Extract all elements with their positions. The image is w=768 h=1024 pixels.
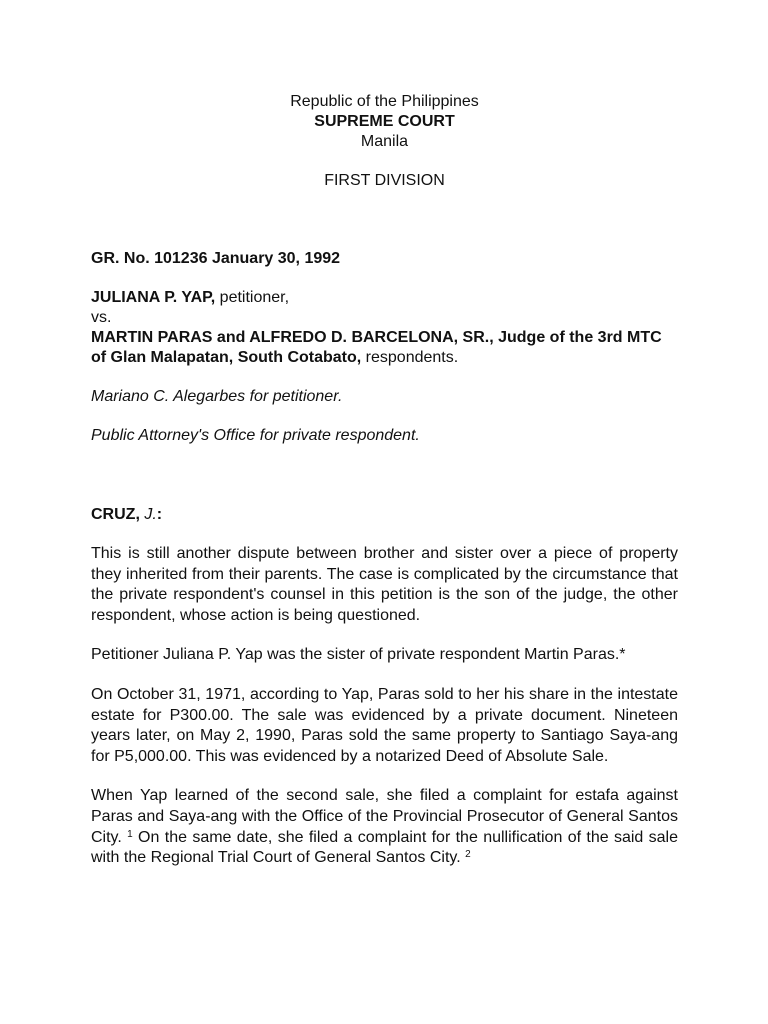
republic-line: Republic of the Philippines (290, 93, 479, 110)
petitioner-counsel: Mariano C. Alegarbes for petitioner. (91, 388, 343, 405)
ponente-colon: : (156, 506, 163, 523)
court-header (91, 92, 678, 152)
paragraph-2: Petitioner Juliana P. Yap was the sister of private respondent Martin Paras.* (91, 646, 626, 664)
ponente-heading (91, 505, 678, 525)
paragraph-4-part-b: On the same date, she filed a complaint for the nullification of the said sale with the Regional Trial Court of General Santos City. (91, 828, 678, 867)
paragraph-4-part-a: When Yap learned of the second sale, she filed a complaint for estafa against Paras and Saya-ang with the Office of the Provincial Prosecutor of General Santos City. (91, 787, 678, 846)
ponente-name: CRUZ, (91, 506, 145, 523)
ponente-title: J. (144, 506, 157, 523)
respondent-role: respondents. (361, 349, 459, 366)
petitioner-line (91, 288, 678, 308)
case-number: GR. No. 101236 January 30, 1992 (91, 250, 341, 267)
petitioner-name: JULIANA P. YAP, (91, 289, 216, 306)
paragraph-4 (91, 786, 678, 868)
paragraph-1: This is still another dispute between brother and sister over a piece of property they inherited from their parents. The case is complicated by the circumstance that the private respondent's counsel in this petition is the son of the judge, the other respondent, whose action is being questioned. (91, 545, 678, 624)
versus-line: vs. (91, 309, 112, 326)
respondent-counsel: Public Attorney's Office for private respondent. (91, 427, 420, 444)
court-city: Manila (360, 133, 409, 150)
paragraph-3: On October 31, 1971, according to Yap, Paras sold to her his share in the intestate estate for P300.00. The sale was evidenced by a private document. Nineteen years later, on May 2, 1990, Paras sold the same property to Santiago Saya-ang for P5,000.00. This was evidenced by a notarized Deed of Absolute Sale. (91, 685, 678, 765)
footnote-ref-1[interactable]: 1 (127, 828, 133, 840)
division-heading: FIRST DIVISION (324, 172, 445, 189)
footnote-ref-2[interactable]: 2 (465, 849, 471, 861)
petitioner-role: petitioner, (215, 289, 290, 306)
respondent-line (91, 328, 678, 368)
respondent-names: MARTIN PARAS and ALFREDO D. BARCELONA, SR., Judge of the 3rd MTC of Glan Malapatan, South Cotabato, (91, 329, 662, 366)
case-parties (91, 288, 678, 368)
court-name: SUPREME COURT (314, 113, 455, 130)
document-page (91, 92, 678, 869)
